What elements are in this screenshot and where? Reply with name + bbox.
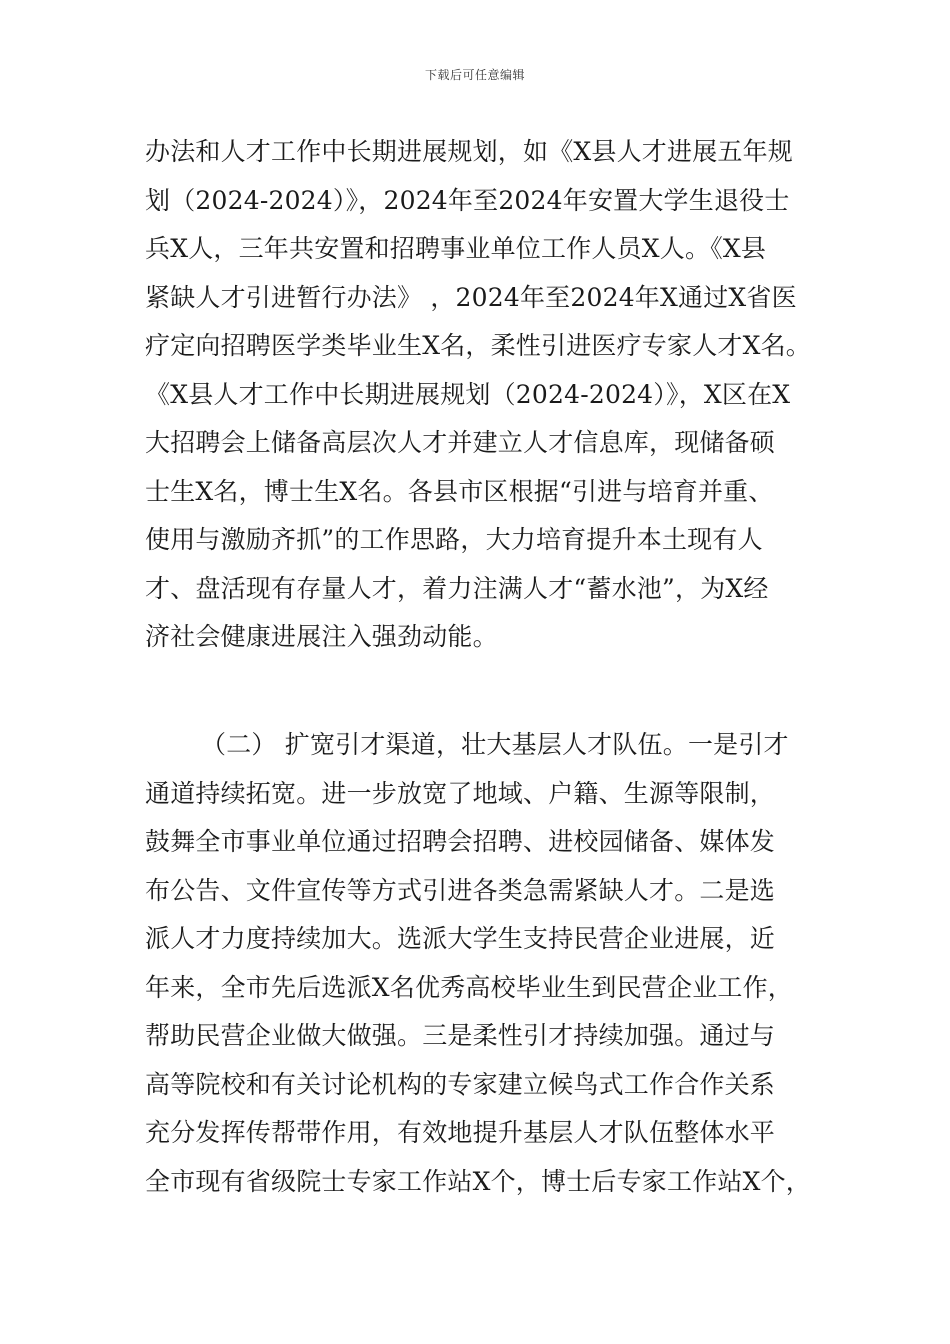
text-line: 士生X名，博士生X名。各县市区根据“引进与培育并重、 [145,476,774,506]
text-line: 高等院校和有关讨论机构的专家建立候鸟式工作合作关系 [145,1069,776,1099]
text-line: 全市现有省级院士专家工作站X个，博士后专家工作站X个， [145,1166,811,1196]
text-line: 通道持续拓宽。进一步放宽了地域、户籍、生源等限制， [145,778,776,808]
text-line: 使用与激励齐抓”的工作思路，大力培育提升本土现有人 [145,525,763,554]
text-line: 鼓舞全市事业单位通过招聘会招聘、进校园储备、媒体发 [145,827,776,856]
text-line: 充分发挥传帮带作用，有效地提升基层人才队伍整体水平 [145,1118,776,1147]
text-line: 紧缺人才引进暂行办法》 ，2024年至2024年X通过X省医 [145,282,797,312]
text-line: 济社会健康进展注入强劲动能。 [145,622,498,651]
text-line: 办法和人才工作中长期进展规划，如《X县人才进展五年规 [145,137,794,166]
text-line: 布公告、文件宣传等方式引进各类急需紧缺人才。二是选 [145,875,776,905]
text-line: 派人才力度持续加大。选派大学生支持民营企业进展，近 [145,924,776,953]
text-line: 划（2024-2024）》，2024年至2024年安置大学生退役士 [145,185,790,215]
text-line: 才、盘活现有存量人才，着力注满人才“蓄水池”，为X经 [145,573,769,603]
section-heading-line: （二） 扩宽引才渠道，壮大基层人才队伍。一是引才 [201,730,789,759]
text-line: 《X县人才工作中长期进展规划（2024-2024）》，X区在X [145,379,791,409]
page-header: 下载后可任意编辑 [424,68,525,82]
text-line: 年来，全市先后选派X名优秀高校毕业生到民营企业工作， [145,972,794,1002]
text-line: 疗定向招聘医学类毕业生X名，柔性引进医疗专家人才X名。 [145,331,811,360]
text-line: 帮助民营企业做大做强。三是柔性引才持续加强。通过与 [145,1021,776,1050]
paragraph-2 [145,721,825,1206]
text-line: 兵X人，三年共安置和招聘事业单位工作人员X人。《X县 [145,234,767,263]
text-line: 大招聘会上储备高层次人才并建立人才信息库，现储备硕 [145,428,776,457]
paragraph-1 [145,128,825,662]
